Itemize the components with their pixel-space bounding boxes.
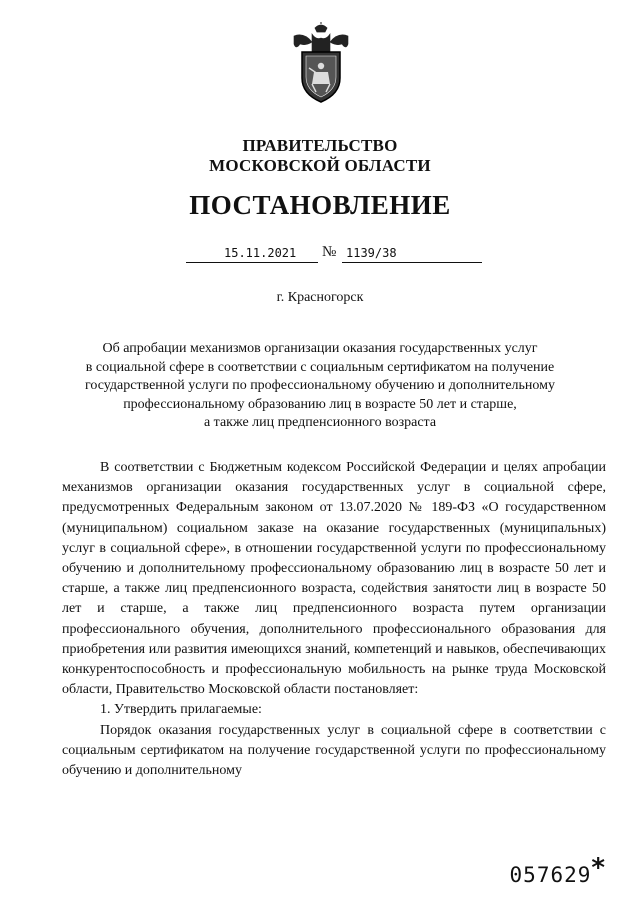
subject-line: в социальной сфере в соответствии с социальным сертификатом на получение [85,359,555,375]
subject-line: профессиональному образованию лиц в возрасте 50 лет и старше, [123,396,517,412]
preamble-paragraph: В соответствии с Бюджетным кодексом Российской Федерации и целях апробации механизмов организации оказания государственных услуг в социальной сфере, предусмотренных Федеральным законом от 13.07.2020 № 189-ФЗ «О государственном (муниципальном) социальном заказе на оказание государственных (муниципальных) услуг в социальной сфере», в отношении государственной услуги по профессиональному обучению и дополнительному профессиональному образованию лиц в возрасте 50 лет и старше, а также лиц предпенсионного возраста, содействия занятости лиц в возрасте 50 лет и старше, а также лиц предпенсионного возраста путем организации профессионального обучения, дополнительного профессионального образования для приобретения или развития имеющихся знаний, компетенций и навыков, обеспечивающих конкурентоспособность и профессиональную мобильность на рынке труда Московской области, Правительство Московской области постановляет: [62,460,606,698]
serial-digits: 057629 [509,863,592,887]
serial-mark: * [591,853,606,883]
subject-line: государственной услуги по профессиональному обучению и дополнительному [84,378,555,393]
number-sign: № [322,244,337,260]
document-subject [60,340,580,433]
subject-line: а также лиц предпенсионного возраста [203,415,437,430]
document-date: 15.11.2021 [224,246,297,260]
government-title: ПРАВИТЕЛЬСТВО [242,136,398,155]
date-number-line [186,244,482,264]
serial-number [509,853,606,889]
region-title: МОСКОВСКОЙ ОБЛАСТИ [209,156,431,175]
city-name: г. Красногорск [276,290,364,305]
item-1-text: Порядок оказания государственных услуг в социальной сфере в соответствии с социальным сертификатом на получение государственной услуги по профессиональному обучению и дополнительному [62,722,606,779]
document-body [62,458,606,781]
subject-line: Об апробации механизмов организации оказания государственных услуг [102,341,538,356]
document-number: 1139/38 [346,246,397,260]
item-1-heading: 1. Утвердить прилагаемые: [100,702,262,718]
moscow-oblast-emblem [290,22,352,104]
document-type-heading: ПОСТАНОВЛЕНИЕ [189,190,451,220]
